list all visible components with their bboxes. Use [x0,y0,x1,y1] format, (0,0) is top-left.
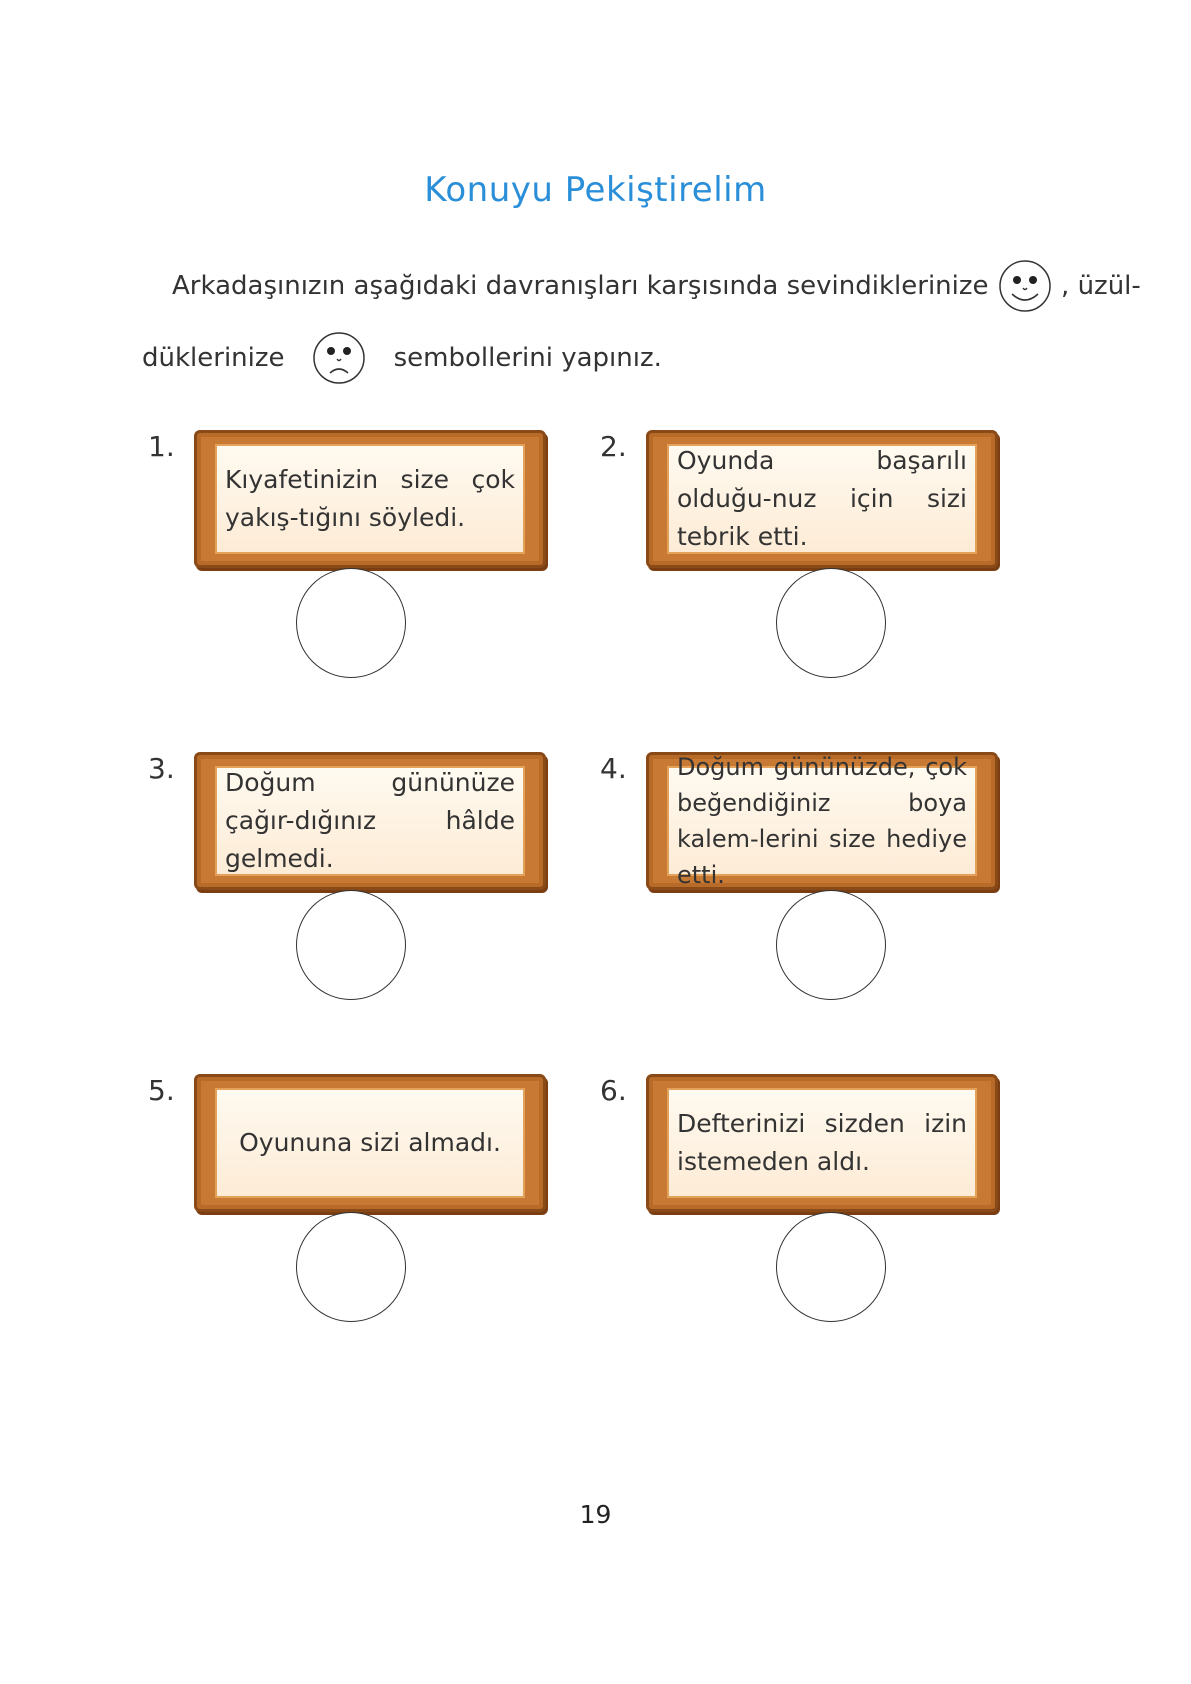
instruction-text-2: , üzül- [1061,271,1141,301]
wooden-sign [646,752,998,890]
exercise-item-2 [600,430,1010,710]
answer-circle[interactable] [776,1212,886,1322]
page-number: 19 [579,1500,612,1529]
answer-circle[interactable] [776,568,886,678]
answer-circle[interactable] [776,890,886,1000]
wooden-sign [194,1074,546,1212]
instruction-line-2 [142,330,1062,386]
answer-circle[interactable] [296,568,406,678]
item-number: 6. [600,1074,627,1107]
item-number: 1. [148,430,175,463]
happy-face-icon [997,258,1053,314]
exercise-item-1 [148,430,558,710]
answer-circle[interactable] [296,1212,406,1322]
wooden-sign [646,1074,998,1212]
instruction-text-1: Arkadaşınızın aşağıdaki davranışları karşısında sevindiklerinize [172,271,989,301]
item-text: Kıyafetinizin size çok yakış-tığını söyledi. [225,465,515,532]
item-text: Doğum gününüzde, çok beğendiğiniz boya kalem-lerini size hediye etti. [677,753,967,889]
instruction-line-1 [172,258,1141,314]
instruction-text-3: düklerinize [142,343,285,373]
instruction-text-4: sembollerini yapınız. [393,343,662,373]
item-text: Oyununa sizi almadı. [239,1128,501,1157]
item-text: Oyunda başarılı olduğu-nuz için sizi tebrik etti. [677,446,967,551]
wooden-sign [646,430,998,568]
exercise-item-3 [148,752,558,1032]
sad-face-icon [311,330,367,386]
page-title: Konuyu Pekiştirelim [424,170,767,210]
item-number: 2. [600,430,627,463]
exercise-item-4 [600,752,1010,1032]
wooden-sign [194,752,546,890]
item-text: Defterinizi sizden izin istemeden aldı. [677,1109,967,1176]
item-text: Doğum gününüze çağır-dığınız hâlde gelmedi. [225,768,515,873]
answer-circle[interactable] [296,890,406,1000]
item-number: 3. [148,752,175,785]
wooden-sign [194,430,546,568]
exercise-item-5 [148,1074,558,1354]
item-number: 5. [148,1074,175,1107]
exercise-item-6 [600,1074,1010,1354]
item-number: 4. [600,752,627,785]
